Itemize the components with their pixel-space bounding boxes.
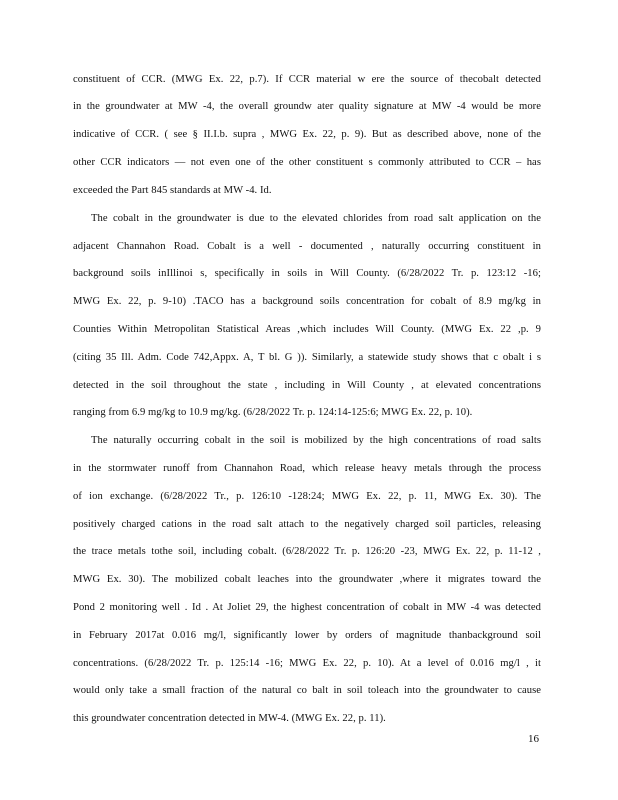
body-text-line: MWG Ex. 30). The mobilized cobalt leaches into the groundwater ,where it migrates toward the	[73, 574, 541, 585]
body-text-line: would only take a small fraction of the natural co balt in soil toleach into the groundwater to cause	[73, 685, 541, 696]
body-text-line: constituent of CCR. (MWG Ex. 22, p.7). If CCR material w ere the source of thecobalt detected	[73, 74, 541, 85]
body-text-line: of ion exchange. (6/28/2022 Tr., p. 126:10 -128:24; MWG Ex. 22, p. 11, MWG Ex. 30). The	[73, 491, 541, 502]
body-text-line: in the stormwater runoff from Channahon Road, which release heavy metals through the process	[73, 463, 541, 474]
body-text-line: The naturally occurring cobalt in the soil is mobilized by the high concentrations of road salts	[91, 435, 541, 446]
body-text-line: indicative of CCR. ( see § II.I.b. supra , MWG Ex. 22, p. 9). But as described above, none of the	[73, 129, 541, 140]
body-text-line: concentrations. (6/28/2022 Tr. p. 125:14 -16; MWG Ex. 22, p. 10). At a level of 0.016 mg/l , it	[73, 658, 541, 669]
body-text-line: The cobalt in the groundwater is due to the elevated chlorides from road salt application on the	[91, 213, 541, 224]
body-text-line: Pond 2 monitoring well . Id . At Joliet 29, the highest concentration of cobalt in MW -4 was detected	[73, 602, 541, 613]
body-text-line: background soils inIllinoi s, specifically in soils in Will County. (6/28/2022 Tr. p. 123:12 -16;	[73, 268, 541, 279]
body-text-line: detected in the soil throughout the state , including in Will County , at elevated concentrations	[73, 380, 541, 391]
body-text-line: positively charged cations in the road salt attach to the negatively charged soil particles, releasing	[73, 519, 541, 530]
body-text-line: other CCR indicators — not even one of the other constituent s commonly attributed to CCR – has	[73, 157, 541, 168]
body-text-line: (citing 35 Ill. Adm. Code 742,Appx. A, T bl. G )). Similarly, a statewide study shows that c obalt i s	[73, 352, 541, 363]
body-text-line: the trace metals tothe soil, including cobalt. (6/28/2022 Tr. p. 126:20 -23, MWG Ex. 22, p. 11-12 ,	[73, 546, 541, 557]
body-text-line: exceeded the Part 845 standards at MW -4. Id.	[73, 185, 272, 196]
body-text-line: ranging from 6.9 mg/kg to 10.9 mg/kg. (6/28/2022 Tr. p. 124:14-125:6; MWG Ex. 22, p. 10).	[73, 407, 473, 418]
body-text-line: adjacent Channahon Road. Cobalt is a well - documented , naturally occurring constituent in	[73, 241, 541, 252]
body-text-line: in the groundwater at MW -4, the overall groundw ater quality signature at MW -4 would be more	[73, 101, 541, 112]
body-text-line: Counties Within Metropolitan Statistical Areas ,which includes Will County. (MWG Ex. 22 ,p. 9	[73, 324, 541, 335]
body-text-line: in February 2017at 0.016 mg/l, significantly lower by orders of magnitude thanbackground soil	[73, 630, 541, 641]
page-number: 16	[528, 733, 539, 745]
body-text-line: this groundwater concentration detected in MW-4. (MWG Ex. 22, p. 11).	[73, 713, 386, 724]
body-text-line: MWG Ex. 22, p. 9-10) .TACO has a background soils concentration for cobalt of 8.9 mg/kg in	[73, 296, 541, 307]
